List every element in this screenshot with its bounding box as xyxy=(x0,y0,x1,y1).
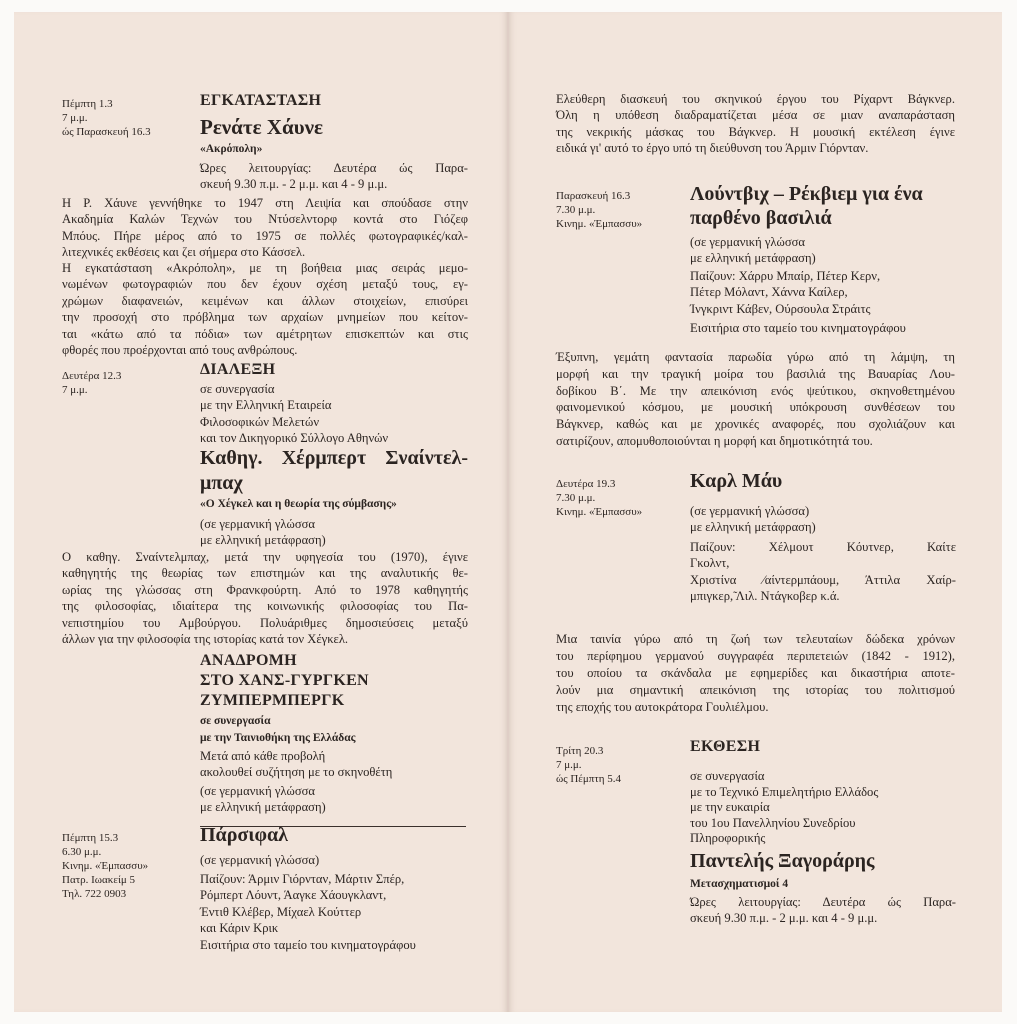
retrospective-title xyxy=(200,651,369,711)
lecture-speaker xyxy=(200,446,468,496)
text-line: Έξυπνη, γεμάτη φαντασία παρωδία γύρω από τη λάμψη, τη xyxy=(556,350,955,364)
text-line: Κινημ. «Έμπασσυ» xyxy=(62,860,149,872)
text-line: της νεκρικής μάσκας του Βάγκνερ. Η μουσική εκτέλεση έγινε xyxy=(556,124,955,139)
text-line: Ακαδημία Καλών Τεχνών του Ντύσελντορφ κοντά στο Γιόζεφ xyxy=(62,212,468,227)
text-line: του 1ου Πανελληνίου Συνεδρίου xyxy=(690,815,856,830)
text-line: σκευή 9.30 π.μ. - 2 μ.μ. και 4 - 9 μ.μ. xyxy=(690,911,878,926)
text-line: Παίζουν: Χέλμουτ Κόυτνερ, Καίτε xyxy=(690,540,956,554)
text-line: Χριστίνα ⁄αίντερμπάουμ, Άττιλα Χαίρ- xyxy=(690,572,956,587)
parsifal-date-venue xyxy=(62,831,148,901)
lecture-topic xyxy=(200,496,397,513)
text-line: με την Ελληνική Εταιρεία xyxy=(200,398,332,413)
text-line: δοβίκου Β΄. Με την απεικόνιση ενός ψεύτικου, σκηνοθετημένου xyxy=(556,383,955,398)
karl-may-title xyxy=(690,469,782,494)
text-line: του οποίου τα σκάνδαλα με εφημερίδες και δικαστήρια αποτε- xyxy=(556,666,955,680)
exhibition-category xyxy=(690,737,760,757)
lecture-bio xyxy=(62,549,468,647)
retrospective-partners xyxy=(200,713,356,747)
text-line: (σε γερμανική γλώσσα xyxy=(200,517,315,531)
text-line: με ελληνική μετάφραση) xyxy=(200,800,326,815)
text-line: Ώρες λειτουργίας: Δευτέρα ώς Παρα- xyxy=(200,161,468,175)
parsifal-title xyxy=(200,823,288,848)
karl-may-language xyxy=(690,503,816,536)
text-line: Η εγκατάσταση «Ακρόπολη», με τη βοήθεια μιας σειράς μεμο- xyxy=(62,261,468,275)
exhibition-partners xyxy=(690,769,878,847)
text-line: σε συνεργασία xyxy=(200,715,271,727)
installation-bio xyxy=(62,195,468,261)
text-line: ΖΥΜΠΕΡΜΠΕΡΓΚ xyxy=(200,692,345,709)
text-line: 7.30 μ.μ. xyxy=(556,204,596,216)
karl-may-cast xyxy=(690,539,956,605)
exhibition-hours xyxy=(690,894,956,927)
installation-description xyxy=(62,260,468,358)
text-line: με ελληνική μετάφραση) xyxy=(690,520,816,535)
text-line: Φιλοσοφικών Μελετών xyxy=(200,414,320,429)
text-line: ωρίας της γλώσσας στη Φρανκφούρτη. Από το 1978 καθηγητής xyxy=(62,582,468,597)
text-line: λιτεχνικές εκθέσεις και ζει σήμερα στο Κάσσελ. xyxy=(62,245,306,260)
text-line: της εποχής του αυτοκράτορα Γουλιέλμου. xyxy=(556,700,769,714)
installation-work xyxy=(200,141,262,158)
installation-category xyxy=(200,91,321,111)
text-line: την προσοχή στο πρόβλημα των αρχαίων μνημείων που κείτον- xyxy=(62,310,468,325)
ludwig-title xyxy=(690,182,923,230)
text-line: 7.30 μ.μ. xyxy=(556,492,596,504)
text-line: Κινημ. «Έμπασσυ» xyxy=(556,506,643,518)
text-line: (σε γερμανική γλώσσα) xyxy=(200,853,320,867)
text-line: με την Ταινιοθήκη της Ελλάδας xyxy=(200,732,356,744)
text-line: Πέμπτη 15.3 xyxy=(62,832,119,844)
text-line: 7 μ.μ. xyxy=(62,112,88,124)
text-line: Η Ρ. Χάυνε γεννήθηκε το 1947 στη Λειψία και σπούδασε στην xyxy=(62,196,468,210)
text-line: και Κάριν Κρικ xyxy=(200,921,279,936)
text-line: Εισιτήρια στο ταμείο του κινηματογράφου xyxy=(200,937,416,952)
text-line: σε συνεργασία xyxy=(200,382,275,396)
text-line: Ελεύθερη διασκευή του σκηνικού έργου του Ρίχαρντ Βάγκνερ. xyxy=(556,92,955,106)
text-line: σατιρίζουν, απομυθοποιούνται η μορφή και δημοτικότητά του. xyxy=(556,433,873,448)
text-line: καθηγητής της θεωρίας των επιστημών και της αναλυτικής θε- xyxy=(62,566,468,581)
text-line: φαινομενικού κόσμου, με μουσική υπόκρουση συνθέσεων του xyxy=(556,400,955,415)
right-page xyxy=(508,12,1002,1012)
text-line: παρθένο βασιλιά xyxy=(690,207,832,229)
text-line: μορφή και την τραγική μοίρα του βασιλιά της Βαυαρίας Λου- xyxy=(556,366,955,381)
text-line: Παίζουν: Χάρρυ Μπαίρ, Πέτερ Κερν, xyxy=(690,269,881,283)
text-line: νωμένων φωτογραφιών που δεν έχουν σχέση μεταξύ τους, εγ- xyxy=(62,277,468,292)
parsifal-cast xyxy=(200,871,416,953)
text-line: με ελληνική μετάφραση) xyxy=(200,533,326,548)
text-line: Δευτέρα 12.3 xyxy=(62,370,122,382)
text-line: άλλων για την φιλοσοφία της ιστορίας κατά τον Χέγκελ. xyxy=(62,632,349,647)
text-line: Πάρσιφαλ xyxy=(200,824,288,846)
parsifal-language xyxy=(200,852,319,868)
karl-may-description xyxy=(556,631,955,716)
left-page xyxy=(14,12,508,1012)
text-line: 7 μ.μ. xyxy=(556,759,582,771)
text-line: Ώρες λειτουργίας: Δευτέρα ώς Παρα- xyxy=(690,895,956,909)
text-line: του περίφημου γερμανού συγγραφέα περιπετειών (1842 - 1912), xyxy=(556,649,955,663)
text-line: Γκολντ, xyxy=(690,556,730,571)
text-line: 6.30 μ.μ. xyxy=(62,846,102,858)
text-line: με ελληνική μετάφραση) xyxy=(690,251,816,266)
text-line: Κινημ. «Έμπασσυ» xyxy=(556,218,643,230)
text-line: Πατρ. Ιωακείμ 5 xyxy=(62,874,136,886)
text-line: ώς Παρασκευή 16.3 xyxy=(62,126,151,138)
exhibition-artist xyxy=(690,849,874,874)
text-line: Έντιθ Κλέβερ, Μίχαελ Κούττερ xyxy=(200,904,362,919)
lecture-category xyxy=(200,360,275,380)
text-line: με την ευκαιρία xyxy=(690,800,770,815)
text-line: σε συνεργασία xyxy=(690,769,765,783)
text-line: Μετά από κάθε προβολή xyxy=(200,749,326,763)
installation-date xyxy=(62,97,151,139)
text-line: Τρίτη 20.3 xyxy=(556,745,604,757)
text-line: ΔΙΑΛΕΞΗ xyxy=(200,361,276,378)
text-line: Τηλ. 722 0903 xyxy=(62,888,127,900)
ludwig-cast xyxy=(690,268,880,317)
text-line: (σε γερμανική γλώσσα) xyxy=(690,504,810,518)
ludwig-date-venue xyxy=(556,189,642,231)
lecture-date xyxy=(62,369,121,397)
text-line: Μια ταινία γύρω από τη ζωή των τελευταίων δώδεκα χρόνων xyxy=(556,632,955,646)
text-line: Καρλ Μάυ xyxy=(690,470,783,492)
text-line: Βάγκνερ, καθώς και με χρονικές αναφορές, που σχολιάζουν και xyxy=(556,417,955,432)
text-line: 7 μ.μ. xyxy=(62,384,88,396)
text-line: Λούντβιχ – Ρέκβιεμ για ένα xyxy=(690,183,923,205)
text-line: Ρενάτε Χάυνε xyxy=(200,115,323,139)
text-line: ώς Πέμπτη 5.4 xyxy=(556,773,622,785)
text-line: ακολουθεί συζήτηση με το σκηνοθέτη xyxy=(200,765,393,780)
text-line: λούν μια σημαντική απεικόνιση της ιστορίας του πολιτισμού xyxy=(556,683,955,697)
text-line: φθορές που προέρχονται από τους ανθρώπους. xyxy=(62,343,298,358)
lecture-language xyxy=(200,516,326,549)
text-line: Παντελής Ξαγοράρης xyxy=(690,850,875,872)
text-line: Ίνγκριντ Κάβεν, Ούρσουλα Στράιτς xyxy=(690,301,871,316)
text-line: ται «κάτω από τα πόδια» των αμέτρητων επισκεπτών και στις xyxy=(62,326,468,341)
text-line: της φιλοσοφίας, ιδιαίτερα της κοινωνικής φιλοσοφίας του Πα- xyxy=(62,599,468,614)
text-line: ΑΝΑΔΡΟΜΗ xyxy=(200,652,297,669)
text-line: Ο καθηγ. Σναίντελμπαχ, μετά την υφηγεσία του (1970), έγινε xyxy=(62,550,468,564)
lecture-partners xyxy=(200,381,388,447)
text-line: «Ο Χέγκελ και η θεωρία της σύμβασης» xyxy=(200,498,397,510)
text-line: Πέτερ Μόλαντ, Χάννα Καίλερ, xyxy=(690,285,848,300)
text-line: «Ακρόπολη» xyxy=(200,143,263,155)
exhibition-work xyxy=(690,876,788,893)
text-line: Πληροφορικής xyxy=(690,831,766,846)
text-line: με το Τεχνικό Επιμελητήριο Ελλάδος xyxy=(690,784,879,799)
karl-may-date-venue xyxy=(556,477,642,519)
text-line: Μετασχηματισμοί 4 xyxy=(690,878,789,890)
ludwig-language xyxy=(690,234,816,267)
text-line: ΕΚΘΕΣΗ xyxy=(690,738,761,755)
text-line: Πέμπτη 1.3 xyxy=(62,98,113,110)
text-line: μπαχ xyxy=(200,472,243,494)
exhibition-date xyxy=(556,744,621,786)
text-line: μπιγκερ,̃ Λιλ. Ντάγκοβερ κ.ά. xyxy=(690,589,840,604)
text-line: Καθηγ. Χέρμπερτ Σναίντελ- xyxy=(200,447,468,469)
text-line: και τον Δικηγορικό Σύλλογο Αθηνών xyxy=(200,431,389,446)
retrospective-note xyxy=(200,748,392,781)
text-line: ειδικά γι' αυτό το έργο υπό τη διεύθυνση του Άρμιν Γιόρνταν. xyxy=(556,141,869,156)
text-line: Εισιτήρια στο ταμείο του κινηματογράφου xyxy=(690,321,906,335)
text-line: χρώμων διαφανειών, κειμένων και άλλων στοιχείων, επισύρει xyxy=(62,293,468,308)
text-line: (σε γερμανική γλώσσα xyxy=(200,784,315,798)
text-line: Ρόμπερτ Λόυντ, Άαγκε Χάουγκλαντ, xyxy=(200,888,387,903)
parsifal-description xyxy=(556,91,955,157)
ludwig-tickets xyxy=(690,320,906,336)
text-line: Δευτέρα 19.3 xyxy=(556,478,616,490)
installation-artist xyxy=(200,115,323,140)
text-line: Όλη η υπόθεση διαδραματίζεται μέσα σε μιαν αναπαράσταση xyxy=(556,108,955,123)
text-line: Παίζουν: Άρμιν Γιόρνταν, Μάρτιν Σπέρ, xyxy=(200,872,405,886)
retrospective-language xyxy=(200,783,326,816)
ludwig-description xyxy=(556,349,955,450)
text-line: ΕΓΚΑΤΑΣΤΑΣΗ xyxy=(200,92,322,109)
text-line: ΣΤΟ ΧΑΝΣ-ΓΥΡΓΚΕΝ xyxy=(200,672,369,689)
text-line: Μπόυς. Πήρε μέρος από το 1975 σε πολλές φωτογραφικές/καλ- xyxy=(62,228,468,243)
text-line: Παρασκευή 16.3 xyxy=(556,190,631,202)
text-line: (σε γερμανική γλώσσα xyxy=(690,235,805,249)
installation-hours xyxy=(200,160,468,193)
text-line: σκευή 9.30 π.μ. - 2 μ.μ. και 4 - 9 μ.μ. xyxy=(200,177,388,192)
text-line: νεπιστημίου του Αμβούργου. Πολυάριθμες δημοσιεύσεις μεταξύ xyxy=(62,615,468,630)
